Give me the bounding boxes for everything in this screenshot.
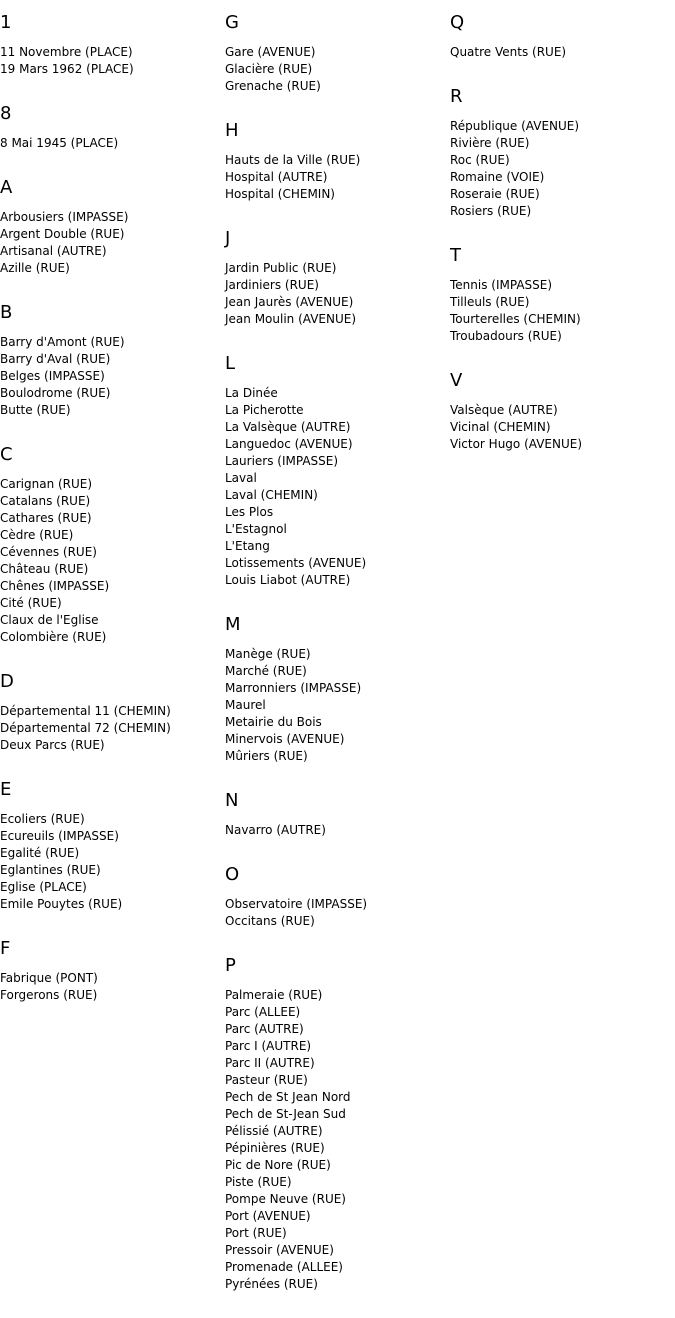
street-link[interactable]: Pic de Nore (RUE): [225, 1158, 331, 1172]
street-list: [225, 822, 450, 839]
street-link[interactable]: Romaine (VOIE): [450, 170, 545, 184]
street-link[interactable]: Jean Jaurès (AVENUE): [225, 295, 354, 309]
street-link[interactable]: Deux Parcs (RUE): [0, 738, 105, 752]
index-column: [450, 0, 675, 478]
letter-section: [450, 86, 675, 220]
letter-heading: A: [0, 177, 13, 198]
letter-heading: M: [225, 614, 241, 635]
street-list: [225, 646, 450, 765]
street-link[interactable]: Carignan (RUE): [0, 477, 93, 491]
street-link[interactable]: Rivière (RUE): [450, 136, 530, 150]
street-link[interactable]: Eglantines (RUE): [0, 863, 101, 877]
street-link[interactable]: Pech de St Jean Nord: [225, 1090, 351, 1104]
street-link[interactable]: Languedoc (AVENUE): [225, 437, 353, 451]
street-link[interactable]: La Picherotte: [225, 403, 304, 417]
street-list: [0, 811, 225, 913]
letter-section: [225, 353, 450, 589]
letter-heading: L: [225, 353, 236, 374]
letter-heading: H: [225, 120, 239, 141]
street-link[interactable]: Jean Moulin (AVENUE): [225, 312, 357, 326]
street-link[interactable]: Pasteur (RUE): [225, 1073, 308, 1087]
street-link[interactable]: Navarro (AUTRE): [225, 823, 326, 837]
street-list: [225, 152, 450, 203]
letter-heading: N: [225, 790, 239, 811]
letter-section: [450, 245, 675, 345]
street-list: [450, 402, 675, 453]
street-link[interactable]: Colombière (RUE): [0, 630, 107, 644]
letter-section: [0, 302, 225, 419]
street-link[interactable]: Ecoliers (RUE): [0, 812, 85, 826]
street-link[interactable]: Départemental 72 (CHEMIN): [0, 721, 171, 735]
letter-section: [450, 370, 675, 453]
street-link[interactable]: Troubadours (RUE): [450, 329, 562, 343]
letter-section: [0, 938, 225, 1004]
street-link[interactable]: Barry d'Aval (RUE): [0, 352, 111, 366]
street-list: [225, 896, 450, 930]
street-link[interactable]: 11 Novembre (PLACE): [0, 45, 133, 59]
street-link[interactable]: Palmeraie (RUE): [225, 988, 323, 1002]
street-link[interactable]: Cité (RUE): [0, 596, 62, 610]
street-link[interactable]: Hospital (CHEMIN): [225, 187, 335, 201]
street-link[interactable]: Arbousiers (IMPASSE): [0, 210, 129, 224]
street-link[interactable]: Argent Double (RUE): [0, 227, 125, 241]
street-link[interactable]: Jardiniers (RUE): [225, 278, 319, 292]
street-link[interactable]: Egalité (RUE): [0, 846, 80, 860]
letter-heading: J: [225, 228, 231, 249]
street-link[interactable]: Fabrique (PONT): [0, 971, 98, 985]
letter-section: [225, 790, 450, 839]
street-link[interactable]: Chênes (IMPASSE): [0, 579, 110, 593]
street-link[interactable]: L'Estagnol: [225, 522, 287, 536]
street-link[interactable]: Victor Hugo (AVENUE): [450, 437, 583, 451]
street-link[interactable]: Cathares (RUE): [0, 511, 92, 525]
street-link[interactable]: Départemental 11 (CHEMIN): [0, 704, 171, 718]
letter-section: [225, 228, 450, 328]
street-link[interactable]: Château (RUE): [0, 562, 89, 576]
letter-heading: R: [450, 86, 463, 107]
street-link[interactable]: Boulodrome (RUE): [0, 386, 111, 400]
street-link[interactable]: 19 Mars 1962 (PLACE): [0, 62, 134, 76]
street-link[interactable]: Port (AVENUE): [225, 1209, 311, 1223]
letter-heading: 8: [0, 103, 12, 124]
street-list: [0, 209, 225, 277]
street-link[interactable]: Jardin Public (RUE): [225, 261, 337, 275]
street-link[interactable]: Grenache (RUE): [225, 79, 321, 93]
street-list: [0, 135, 225, 152]
street-link[interactable]: Tilleuls (RUE): [450, 295, 530, 309]
street-link[interactable]: Manège (RUE): [225, 647, 311, 661]
street-link[interactable]: Pech de St-Jean Sud: [225, 1107, 346, 1121]
letter-heading: Q: [450, 12, 465, 33]
street-link[interactable]: Marronniers (IMPASSE): [225, 681, 362, 695]
street-link[interactable]: Tourterelles (CHEMIN): [450, 312, 581, 326]
street-link[interactable]: La Valsèque (AUTRE): [225, 420, 351, 434]
letter-section: [0, 444, 225, 646]
street-link[interactable]: Vicinal (CHEMIN): [450, 420, 551, 434]
letter-section: [225, 120, 450, 203]
letter-section: [225, 12, 450, 95]
street-list: [0, 703, 225, 754]
street-link[interactable]: Maurel: [225, 698, 266, 712]
street-link[interactable]: L'Etang: [225, 539, 270, 553]
street-link[interactable]: 8 Mai 1945 (PLACE): [0, 136, 119, 150]
letter-heading: C: [0, 444, 13, 465]
street-link[interactable]: Pélissié (AUTRE): [225, 1124, 323, 1138]
street-list: [450, 118, 675, 220]
street-link[interactable]: Louis Liabot (AUTRE): [225, 573, 351, 587]
street-link[interactable]: Promenade (ALLEE): [225, 1260, 343, 1274]
letter-heading: E: [0, 779, 12, 800]
letter-section: [0, 103, 225, 152]
letter-heading: V: [450, 370, 463, 391]
street-link[interactable]: Forgerons (RUE): [0, 988, 98, 1002]
street-link[interactable]: Butte (RUE): [0, 403, 71, 417]
letter-heading: D: [0, 671, 14, 692]
street-link[interactable]: Catalans (RUE): [0, 494, 91, 508]
street-link[interactable]: Roc (RUE): [450, 153, 510, 167]
letter-heading: O: [225, 864, 240, 885]
letter-section: [0, 671, 225, 754]
street-link[interactable]: Metairie du Bois: [225, 715, 322, 729]
street-link[interactable]: Laval (CHEMIN): [225, 488, 318, 502]
street-link[interactable]: La Dinée: [225, 386, 278, 400]
index-column: [225, 0, 450, 1318]
street-link[interactable]: Pressoir (AVENUE): [225, 1243, 334, 1257]
street-list: [450, 277, 675, 345]
street-link[interactable]: Mûriers (RUE): [225, 749, 308, 763]
street-list: [225, 260, 450, 328]
street-link[interactable]: Artisanal (AUTRE): [0, 244, 107, 258]
letter-heading: B: [0, 302, 13, 323]
street-link[interactable]: Belges (IMPASSE): [0, 369, 105, 383]
street-link[interactable]: Piste (RUE): [225, 1175, 292, 1189]
street-link[interactable]: Pompe Neuve (RUE): [225, 1192, 346, 1206]
street-link[interactable]: Hauts de la Ville (RUE): [225, 153, 361, 167]
index-column: [0, 0, 225, 1029]
street-link[interactable]: Quatre Vents (RUE): [450, 45, 567, 59]
street-list: [225, 987, 450, 1293]
letter-section: [225, 614, 450, 765]
street-link[interactable]: Claux de l'Eglise: [0, 613, 99, 627]
street-link[interactable]: Lauriers (IMPASSE): [225, 454, 339, 468]
street-link[interactable]: Lotissements (AVENUE): [225, 556, 367, 570]
street-link[interactable]: Marché (RUE): [225, 664, 307, 678]
street-link[interactable]: Parc (AUTRE): [225, 1022, 304, 1036]
street-list: [0, 44, 225, 78]
street-link[interactable]: Parc I (AUTRE): [225, 1039, 312, 1053]
street-link[interactable]: Eglise (PLACE): [0, 880, 87, 894]
letter-heading: G: [225, 12, 239, 33]
letter-section: [450, 12, 675, 61]
letter-section: [225, 864, 450, 930]
letter-heading: 1: [0, 12, 12, 33]
street-link[interactable]: Parc (ALLEE): [225, 1005, 301, 1019]
street-list: [0, 970, 225, 1004]
street-link[interactable]: Pépinières (RUE): [225, 1141, 325, 1155]
letter-section: [0, 779, 225, 913]
street-link[interactable]: Port (RUE): [225, 1226, 287, 1240]
street-link[interactable]: Cévennes (RUE): [0, 545, 97, 559]
letter-section: [0, 12, 225, 78]
street-link[interactable]: Gare (AVENUE): [225, 45, 316, 59]
street-link[interactable]: Azille (RUE): [0, 261, 70, 275]
letter-section: [0, 177, 225, 277]
street-list: [225, 385, 450, 589]
letter-heading: F: [0, 938, 11, 959]
letter-heading: P: [225, 955, 236, 976]
street-link[interactable]: Rosiers (RUE): [450, 204, 532, 218]
street-list: [450, 44, 675, 61]
street-list: [0, 476, 225, 646]
street-link[interactable]: République (AVENUE): [450, 119, 580, 133]
street-list: [0, 334, 225, 419]
street-link[interactable]: Les Plos: [225, 505, 274, 519]
letter-section: [225, 955, 450, 1293]
street-link[interactable]: Pyrénées (RUE): [225, 1277, 318, 1291]
street-link[interactable]: Barry d'Amont (RUE): [0, 335, 125, 349]
street-link[interactable]: Parc II (AUTRE): [225, 1056, 315, 1070]
street-link[interactable]: Valsèque (AUTRE): [450, 403, 558, 417]
street-link[interactable]: Minervois (AVENUE): [225, 732, 345, 746]
street-link[interactable]: Observatoire (IMPASSE): [225, 897, 368, 911]
street-link[interactable]: Emile Pouytes (RUE): [0, 897, 123, 911]
street-link[interactable]: Tennis (IMPASSE): [450, 278, 553, 292]
letter-heading: T: [450, 245, 461, 266]
street-link[interactable]: Roseraie (RUE): [450, 187, 540, 201]
street-list: [225, 44, 450, 95]
street-link[interactable]: Glacière (RUE): [225, 62, 313, 76]
street-link[interactable]: Occitans (RUE): [225, 914, 315, 928]
street-link[interactable]: Cèdre (RUE): [0, 528, 74, 542]
street-link[interactable]: Hospital (AUTRE): [225, 170, 328, 184]
street-link[interactable]: Ecureuils (IMPASSE): [0, 829, 119, 843]
street-link[interactable]: Laval: [225, 471, 257, 485]
